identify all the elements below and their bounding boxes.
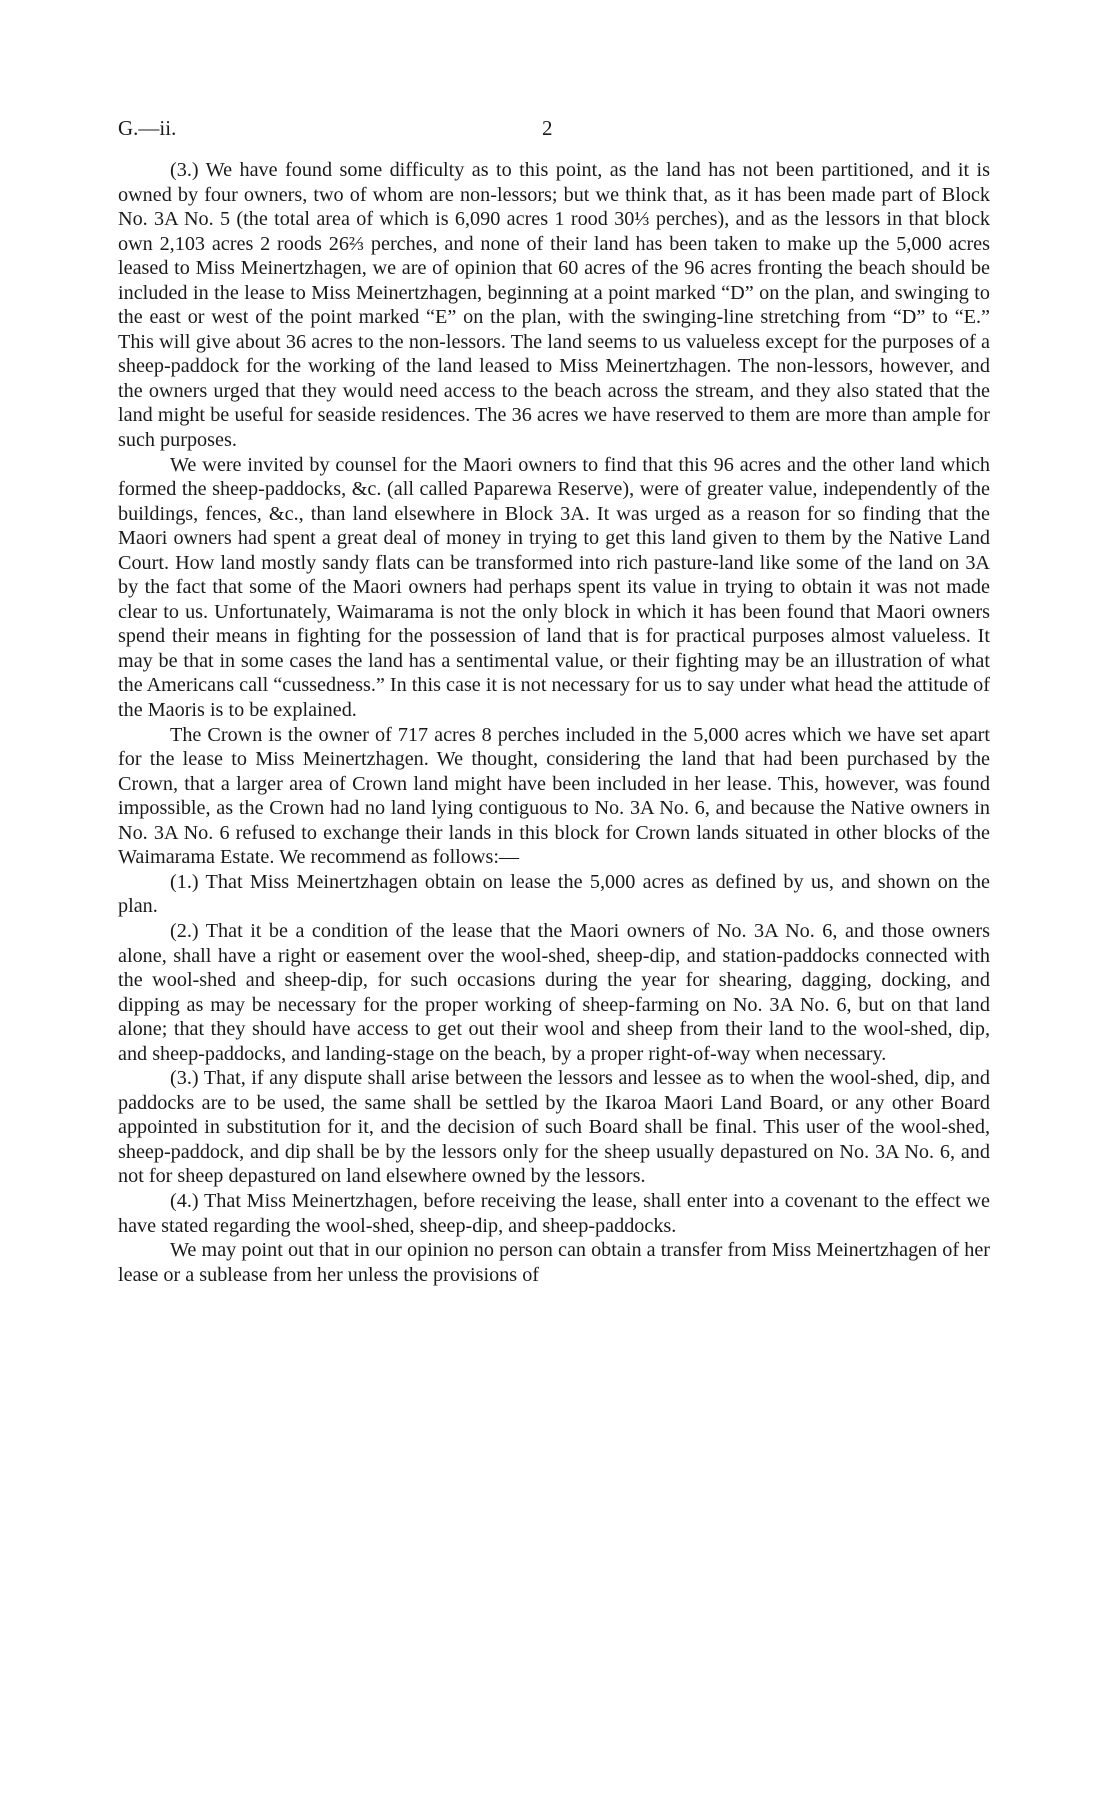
paragraph-point-3-partition: (3.) We have found some difficulty as to this point, as the land has not been partitioned, and it is owned by four owners, two of whom are non-lessors; but we think that, as it has been made part of Block No. 3A No. 5 (the total area of which is 6,090 acres 1 rood 30⅓ perches), and as the lessors in that block own 2,103 acres 2 roods 26⅔ perches, and none of their land has been taken to make up the 5,000 acres leased to Miss Meinertzhagen, we are of opinion that 60 acres of the 96 acres fronting the beach should be included in the lease to Miss Meinertzhagen, beginning at a point marked “D” on the plan, and swinging to the east or west of the point marked “E” on the plan, with the swinging-line stretching from “D” to “E.” This will give about 36 acres to the non-lessors. The land seems to us valueless except for the purposes of a sheep-paddock for the working of the land leased to Miss Meinertzhagen. The non-lessors, however, and the owners urged that they would need access to the beach across the stream, and they also stated that the land might be useful for seaside residences. The 36 acres we have reserved to them are more than ample for such purposes. — [118, 159, 990, 452]
paragraph-crown-land: The Crown is the owner of 717 acres 8 perches included in the 5,000 acres which we have set apart for the lease to Miss Meinertzhagen. We thought, considering the land that had been purchased by the Crown, that a larger area of Crown land might have been included in her lease. This, however, was found impossible, as the Crown had no land lying contiguous to No. 3A No. 6, and because the Native owners in No. 3A No. 6 refused to exchange their lands in this block for Crown lands situated in other blocks of the Waimarama Estate. We recommend as follows:— — [118, 723, 990, 869]
document-reference: G.—ii. — [118, 116, 177, 140]
recommendation-4: (4.) That Miss Meinertzhagen, before receiving the lease, shall enter into a covenant to the effect we have stated regarding the wool-shed, sheep-dip, and sheep-paddocks. — [118, 1189, 990, 1237]
recommendation-1: (1.) That Miss Meinertzhagen obtain on lease the 5,000 acres as defined by us, and shown on the plan. — [118, 870, 990, 918]
paragraph-paparewa-reserve: We were invited by counsel for the Maori owners to find that this 96 acres and the other land which formed the sheep-paddocks, &c. (all called Paparewa Reserve), were of greater value, independently of the buildings, fences, &c., than land elsewhere in Block 3A. It was urged as a reason for so finding that the Maori owners had spent a great deal of money in trying to get this land given to them by the Native Land Court. How land mostly sandy flats can be transformed into rich pasture-land like some of the land on 3A by the fact that some of the Maori owners had perhaps spent its value in trying to obtain it was not made clear to us. Unfortunately, Waimarama is not the only block in which it has been found that Maori owners spend their means in fighting for the possession of land that is for practical purposes almost valueless. It may be that in some cases the land has a sentimental value, or their fighting may be an illustration of what the Americans call “cussedness.” In this case it is not necessary for us to say under what head the attitude of the Maoris is to be explained. — [118, 453, 990, 722]
page-number: 2 — [542, 116, 553, 140]
paragraph-transfer-note: We may point out that in our opinion no person can obtain a transfer from Miss Meinertzhagen of her lease or a sublease from her unless the provisions of — [118, 1239, 990, 1286]
page-header — [118, 116, 990, 144]
body-text — [118, 158, 990, 1287]
recommendation-2: (2.) That it be a condition of the lease that the Maori owners of No. 3A No. 6, and those owners alone, shall have a right or easement over the wool-shed, sheep-dip, and station-paddocks connected with the wool-shed and sheep-dip, for such occasions during the year for shearing, dagging, docking, and dipping as may be necessary for the proper working of sheep-farming on No. 3A No. 6, but on that land alone; that they should have access to get out their wool and sheep from their land to the wool-shed, dip, and sheep-paddocks, and landing-stage on the beach, by a proper right-of-way when necessary. — [118, 919, 990, 1065]
recommendation-3: (3.) That, if any dispute shall arise between the lessors and lessee as to when the wool-shed, dip, and paddocks are to be used, the same shall be settled by the Ikaroa Maori Land Board, or any other Board appointed in substitution for it, and the decision of such Board shall be final. This user of the wool-shed, sheep-paddock, and dip shall be by the lessors only for the sheep usually depastured on No. 3A No. 6, and not for sheep depastured on land elsewhere owned by the lessors. — [118, 1067, 990, 1188]
